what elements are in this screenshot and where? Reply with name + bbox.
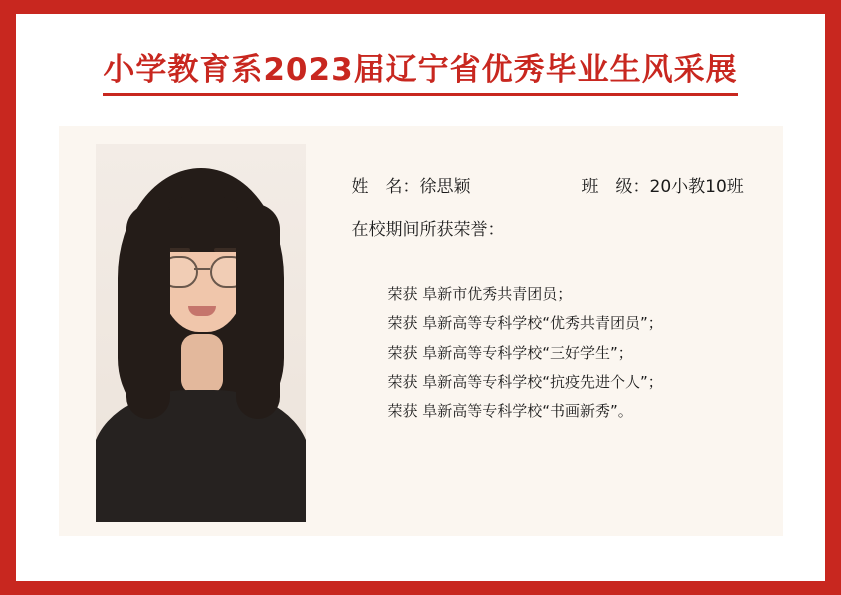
name-label: 姓 名： [351,177,420,198]
title-container [16,52,825,96]
honors-label: 在校期间所获荣誉： [351,220,505,241]
name-value: 徐思颖 [419,177,471,198]
info-column [344,144,783,426]
list-item: 荣获 阜新高等专科学校“抗疫先进个人”； [387,372,663,391]
hair-front-right-shape [236,204,280,419]
class-label: 班 级： [581,177,650,198]
neck-shape [181,334,223,394]
glasses-bridge [194,268,210,270]
honors-list [352,280,757,426]
list-item: 荣获 阜新高等专科学校“优秀共青团员”； [387,314,663,333]
list-item: 荣获 阜新市优秀共青团员； [387,285,573,304]
identity-row [352,172,757,197]
hair-front-left-shape [126,204,170,419]
name-field [352,172,582,197]
graduate-card [59,126,783,536]
page-title: 小学教育系2023届辽宁省优秀毕业生风采展 [103,52,737,96]
photo-column [59,144,344,522]
list-item: 荣获 阜新高等专科学校“书画新秀”。 [387,402,633,421]
portrait-photo [96,144,306,522]
list-item: 荣获 阜新高等专科学校“三好学生”； [387,343,633,362]
poster-inner [16,14,825,581]
class-field [582,172,744,197]
class-value: 20小教10班 [649,177,744,198]
